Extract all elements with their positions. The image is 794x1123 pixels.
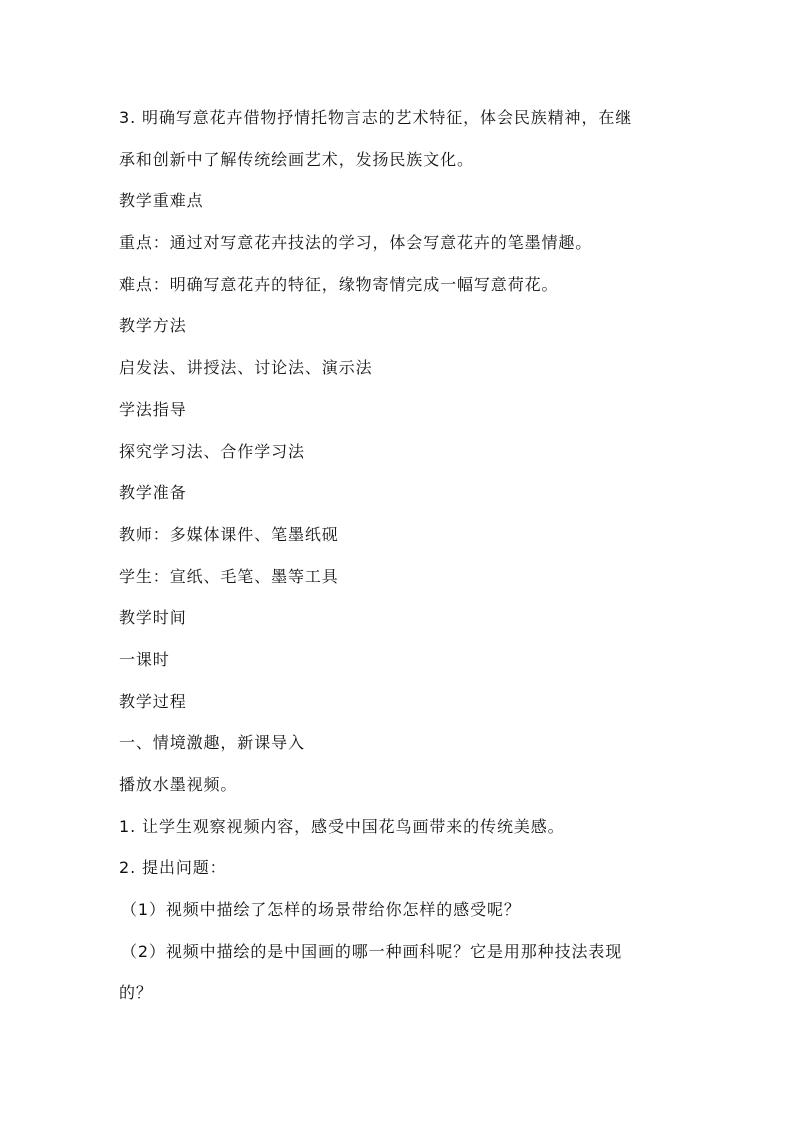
teacher-preparation-text: 教师：多媒体课件、笔墨纸砚 xyxy=(119,524,339,544)
difficult-point-text: 难点：明确写意花卉的特征，缘物寄情完成一幅写意荷花。 xyxy=(119,274,559,294)
heading-learning-guidance: 学法指导 xyxy=(119,399,187,419)
objective-3-line-2: 承和创新中了解传统绘画艺术，发扬民族文化。 xyxy=(119,149,474,169)
heading-teaching-preparation: 教学准备 xyxy=(119,483,187,503)
heading-teaching-methods: 教学方法 xyxy=(119,316,187,336)
heading-teaching-time: 教学时间 xyxy=(119,608,187,628)
play-video-text: 播放水墨视频。 xyxy=(119,775,238,794)
step-2-text: 2. 提出问题： xyxy=(119,858,227,878)
objective-3-line-1: 3. 明确写意花卉借物抒情托物言志的艺术特征，体会民族精神，在继 xyxy=(119,108,633,127)
teaching-time-text: 一课时 xyxy=(119,649,170,669)
question-2-line-2: 的？ xyxy=(119,983,153,1003)
learning-methods-text: 探究学习法、合作学习法 xyxy=(119,441,305,461)
key-point-text: 重点：通过对写意花卉技法的学习，体会写意花卉的笔墨情趣。 xyxy=(119,233,593,253)
question-1-text: （1）视频中描绘了怎样的场景带给你怎样的感受呢？ xyxy=(121,900,521,920)
section-1-title: 一、情境激趣，新课导入 xyxy=(119,733,305,753)
heading-key-difficult-points: 教学重难点 xyxy=(119,191,204,211)
heading-teaching-process: 教学过程 xyxy=(119,691,187,711)
document-body xyxy=(119,108,679,1025)
student-preparation-text: 学生：宣纸、毛笔、墨等工具 xyxy=(119,566,339,586)
question-2-line-1: （2）视频中描绘的是中国画的哪一种画科呢？它是用那种技法表现 xyxy=(121,941,623,961)
teaching-methods-text: 启发法、讲授法、讨论法、演示法 xyxy=(119,358,373,378)
step-1-text: 1. 让学生观察视频内容，感受中国花鸟画带来的传统美感。 xyxy=(119,816,565,836)
